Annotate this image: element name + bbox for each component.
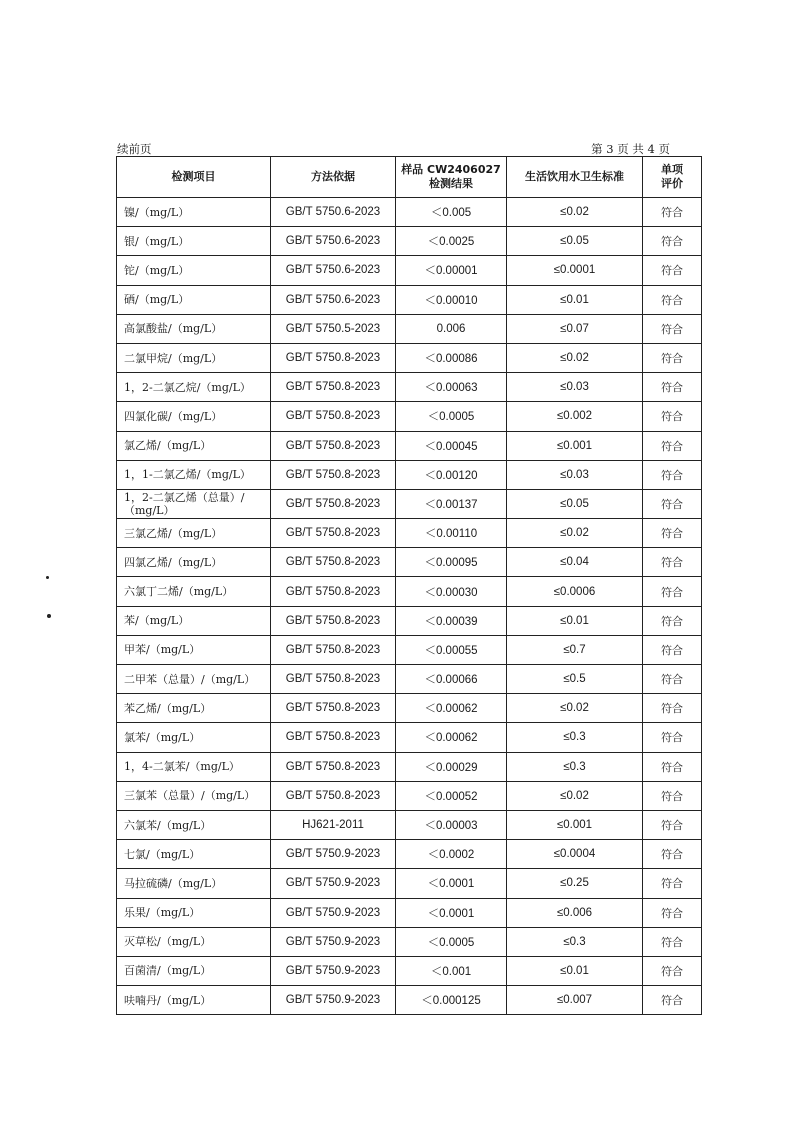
cell-limit: ≤0.05 (507, 227, 643, 256)
cell-method: GB/T 5750.8-2023 (271, 781, 396, 810)
table-row (117, 489, 702, 518)
cell-limit: ≤0.03 (507, 373, 643, 402)
col-header-result-label: 检测结果 (429, 177, 473, 190)
cell-method: GB/T 5750.8-2023 (271, 373, 396, 402)
cell-eval: 符合 (643, 956, 702, 985)
cell-result: ＜0.00029 (396, 752, 507, 781)
cell-eval: 符合 (643, 635, 702, 664)
cell-eval: 符合 (643, 198, 702, 227)
table-row (117, 986, 702, 1015)
cell-eval: 符合 (643, 314, 702, 343)
cell-item: 七氯/（mg/L） (117, 840, 271, 869)
cell-item: 三氯苯（总量）/（mg/L） (117, 781, 271, 810)
cell-method: GB/T 5750.8-2023 (271, 519, 396, 548)
cell-limit: ≤0.006 (507, 898, 643, 927)
cell-limit: ≤0.04 (507, 548, 643, 577)
cell-item: 灭草松/（mg/L） (117, 927, 271, 956)
cell-eval: 符合 (643, 431, 702, 460)
table-body (117, 198, 702, 1015)
cell-result: ＜0.00062 (396, 723, 507, 752)
cell-item: 苯乙烯/（mg/L） (117, 694, 271, 723)
cell-method: GB/T 5750.9-2023 (271, 869, 396, 898)
cell-eval: 符合 (643, 577, 702, 606)
cell-item: 银/（mg/L） (117, 227, 271, 256)
cell-item: 乐果/（mg/L） (117, 898, 271, 927)
cell-limit: ≤0.007 (507, 986, 643, 1015)
cell-eval: 符合 (643, 519, 702, 548)
cell-item: 百菌清/（mg/L） (117, 956, 271, 985)
cell-method: GB/T 5750.9-2023 (271, 986, 396, 1015)
cell-method: GB/T 5750.6-2023 (271, 227, 396, 256)
table-row (117, 694, 702, 723)
table-row (117, 519, 702, 548)
cell-item: 1，4-二氯苯/（mg/L） (117, 752, 271, 781)
cell-result: ＜0.00055 (396, 635, 507, 664)
cell-item: 苯/（mg/L） (117, 606, 271, 635)
cell-item: 1，1-二氯乙烯/（mg/L） (117, 460, 271, 489)
cell-item: 硒/（mg/L） (117, 285, 271, 314)
cell-result: ＜0.00030 (396, 577, 507, 606)
cell-item: 马拉硫磷/（mg/L） (117, 869, 271, 898)
cell-item: 四氯化碳/（mg/L） (117, 402, 271, 431)
table-row (117, 927, 702, 956)
cell-eval: 符合 (643, 869, 702, 898)
col-header-eval-line2: 评价 (661, 177, 683, 190)
cell-result: ＜0.00095 (396, 548, 507, 577)
cell-eval: 符合 (643, 343, 702, 372)
cell-eval: 符合 (643, 781, 702, 810)
table-row (117, 810, 702, 839)
cell-method: GB/T 5750.5-2023 (271, 314, 396, 343)
cell-eval: 符合 (643, 548, 702, 577)
cell-item: 六氯苯/（mg/L） (117, 810, 271, 839)
cell-limit: ≤0.02 (507, 694, 643, 723)
cell-item: 二氯甲烷/（mg/L） (117, 343, 271, 372)
cell-result: ＜0.0001 (396, 869, 507, 898)
cell-limit: ≤0.3 (507, 723, 643, 752)
cell-limit: ≤0.001 (507, 431, 643, 460)
cell-method: GB/T 5750.6-2023 (271, 285, 396, 314)
cell-eval: 符合 (643, 489, 702, 518)
cell-eval: 符合 (643, 898, 702, 927)
cell-limit: ≤0.02 (507, 781, 643, 810)
cell-method: GB/T 5750.8-2023 (271, 694, 396, 723)
cell-limit: ≤0.01 (507, 606, 643, 635)
cell-limit: ≤0.0001 (507, 256, 643, 285)
col-header-result-sample: 样品 CW2406027 (401, 163, 501, 176)
cell-method: GB/T 5750.8-2023 (271, 402, 396, 431)
cell-limit: ≤0.05 (507, 489, 643, 518)
cell-item: 氯乙烯/（mg/L） (117, 431, 271, 460)
cell-result: ＜0.00062 (396, 694, 507, 723)
table-row (117, 606, 702, 635)
cell-limit: ≤0.7 (507, 635, 643, 664)
table-row (117, 752, 702, 781)
cell-method: GB/T 5750.8-2023 (271, 665, 396, 694)
table-row (117, 781, 702, 810)
page-number: 第 3 页 共 4 页 (591, 142, 670, 156)
cell-result: ＜0.00052 (396, 781, 507, 810)
cell-eval: 符合 (643, 227, 702, 256)
cell-result: ＜0.00110 (396, 519, 507, 548)
cell-item: 氯苯/（mg/L） (117, 723, 271, 752)
cell-method: GB/T 5750.8-2023 (271, 752, 396, 781)
cell-result: ＜0.0005 (396, 402, 507, 431)
cell-result: ＜0.000125 (396, 986, 507, 1015)
cell-method: GB/T 5750.8-2023 (271, 723, 396, 752)
scan-mark (47, 614, 51, 618)
cell-limit: ≤0.07 (507, 314, 643, 343)
cell-limit: ≤0.03 (507, 460, 643, 489)
cell-method: GB/T 5750.8-2023 (271, 343, 396, 372)
cell-result: ＜0.0025 (396, 227, 507, 256)
cell-limit: ≤0.002 (507, 402, 643, 431)
cell-limit: ≤0.02 (507, 343, 643, 372)
cell-item: 二甲苯（总量）/（mg/L） (117, 665, 271, 694)
cell-item: 铊/（mg/L） (117, 256, 271, 285)
cell-method: GB/T 5750.8-2023 (271, 489, 396, 518)
table-row (117, 431, 702, 460)
cell-method: GB/T 5750.9-2023 (271, 956, 396, 985)
col-header-standard: 生活饮用水卫生标准 (507, 157, 643, 198)
cell-item: 1，2-二氯乙烯（总量）/（mg/L） (117, 489, 271, 518)
cell-result: ＜0.00039 (396, 606, 507, 635)
cell-method: GB/T 5750.8-2023 (271, 635, 396, 664)
cell-method: GB/T 5750.8-2023 (271, 460, 396, 489)
cell-result: ＜0.0001 (396, 898, 507, 927)
continued-label: 续前页 (117, 142, 152, 156)
cell-result: ＜0.005 (396, 198, 507, 227)
cell-item: 镍/（mg/L） (117, 198, 271, 227)
cell-limit: ≤0.001 (507, 810, 643, 839)
cell-item: 呋喃丹/（mg/L） (117, 986, 271, 1015)
table-row (117, 723, 702, 752)
table-row (117, 373, 702, 402)
table-row (117, 314, 702, 343)
cell-eval: 符合 (643, 810, 702, 839)
cell-method: GB/T 5750.9-2023 (271, 840, 396, 869)
cell-item: 三氯乙烯/（mg/L） (117, 519, 271, 548)
cell-method: GB/T 5750.6-2023 (271, 198, 396, 227)
cell-eval: 符合 (643, 460, 702, 489)
table-row (117, 665, 702, 694)
table-row (117, 198, 702, 227)
table-row (117, 402, 702, 431)
cell-eval: 符合 (643, 373, 702, 402)
cell-eval: 符合 (643, 927, 702, 956)
cell-limit: ≤0.01 (507, 285, 643, 314)
cell-method: GB/T 5750.8-2023 (271, 548, 396, 577)
cell-limit: ≤0.02 (507, 198, 643, 227)
cell-limit: ≤0.3 (507, 927, 643, 956)
cell-result: ＜0.00010 (396, 285, 507, 314)
cell-result: ＜0.00063 (396, 373, 507, 402)
page-header (117, 141, 670, 157)
table-row (117, 227, 702, 256)
table-row (117, 460, 702, 489)
cell-eval: 符合 (643, 606, 702, 635)
table-row (117, 869, 702, 898)
table-row (117, 285, 702, 314)
cell-eval: 符合 (643, 723, 702, 752)
cell-method: GB/T 5750.9-2023 (271, 898, 396, 927)
table-header-row (117, 157, 702, 198)
cell-eval: 符合 (643, 694, 702, 723)
cell-result: ＜0.001 (396, 956, 507, 985)
table-row (117, 898, 702, 927)
cell-item: 六氯丁二烯/（mg/L） (117, 577, 271, 606)
col-header-item: 检测项目 (117, 157, 271, 198)
cell-method: GB/T 5750.9-2023 (271, 927, 396, 956)
cell-result: ＜0.00066 (396, 665, 507, 694)
cell-limit: ≤0.0004 (507, 840, 643, 869)
cell-item: 甲苯/（mg/L） (117, 635, 271, 664)
results-table (116, 156, 702, 1015)
cell-limit: ≤0.5 (507, 665, 643, 694)
cell-limit: ≤0.25 (507, 869, 643, 898)
cell-item: 1，2-二氯乙烷/（mg/L） (117, 373, 271, 402)
table-row (117, 548, 702, 577)
cell-limit: ≤0.02 (507, 519, 643, 548)
table-row (117, 343, 702, 372)
cell-result: ＜0.00003 (396, 810, 507, 839)
table-row (117, 840, 702, 869)
scan-mark (46, 576, 49, 579)
cell-result: ＜0.00045 (396, 431, 507, 460)
col-header-eval (643, 157, 702, 198)
cell-method: HJ621-2011 (271, 810, 396, 839)
col-header-method: 方法依据 (271, 157, 396, 198)
table-row (117, 577, 702, 606)
cell-result: ＜0.0005 (396, 927, 507, 956)
cell-limit: ≤0.3 (507, 752, 643, 781)
cell-result: 0.006 (396, 314, 507, 343)
cell-result: ＜0.00137 (396, 489, 507, 518)
cell-method: GB/T 5750.8-2023 (271, 577, 396, 606)
cell-eval: 符合 (643, 285, 702, 314)
cell-eval: 符合 (643, 986, 702, 1015)
cell-method: GB/T 5750.8-2023 (271, 431, 396, 460)
cell-eval: 符合 (643, 402, 702, 431)
cell-result: ＜0.00120 (396, 460, 507, 489)
table-row (117, 956, 702, 985)
cell-result: ＜0.00086 (396, 343, 507, 372)
cell-method: GB/T 5750.8-2023 (271, 606, 396, 635)
cell-item: 高氯酸盐/（mg/L） (117, 314, 271, 343)
cell-eval: 符合 (643, 256, 702, 285)
col-header-result (396, 157, 507, 198)
table-row (117, 256, 702, 285)
col-header-eval-line1: 单项 (661, 163, 683, 176)
cell-item: 四氯乙烯/（mg/L） (117, 548, 271, 577)
seal-stamp-edge (738, 500, 760, 630)
cell-limit: ≤0.0006 (507, 577, 643, 606)
table-row (117, 635, 702, 664)
cell-result: ＜0.00001 (396, 256, 507, 285)
cell-eval: 符合 (643, 752, 702, 781)
cell-method: GB/T 5750.6-2023 (271, 256, 396, 285)
cell-limit: ≤0.01 (507, 956, 643, 985)
cell-eval: 符合 (643, 665, 702, 694)
cell-eval: 符合 (643, 840, 702, 869)
cell-result: ＜0.0002 (396, 840, 507, 869)
